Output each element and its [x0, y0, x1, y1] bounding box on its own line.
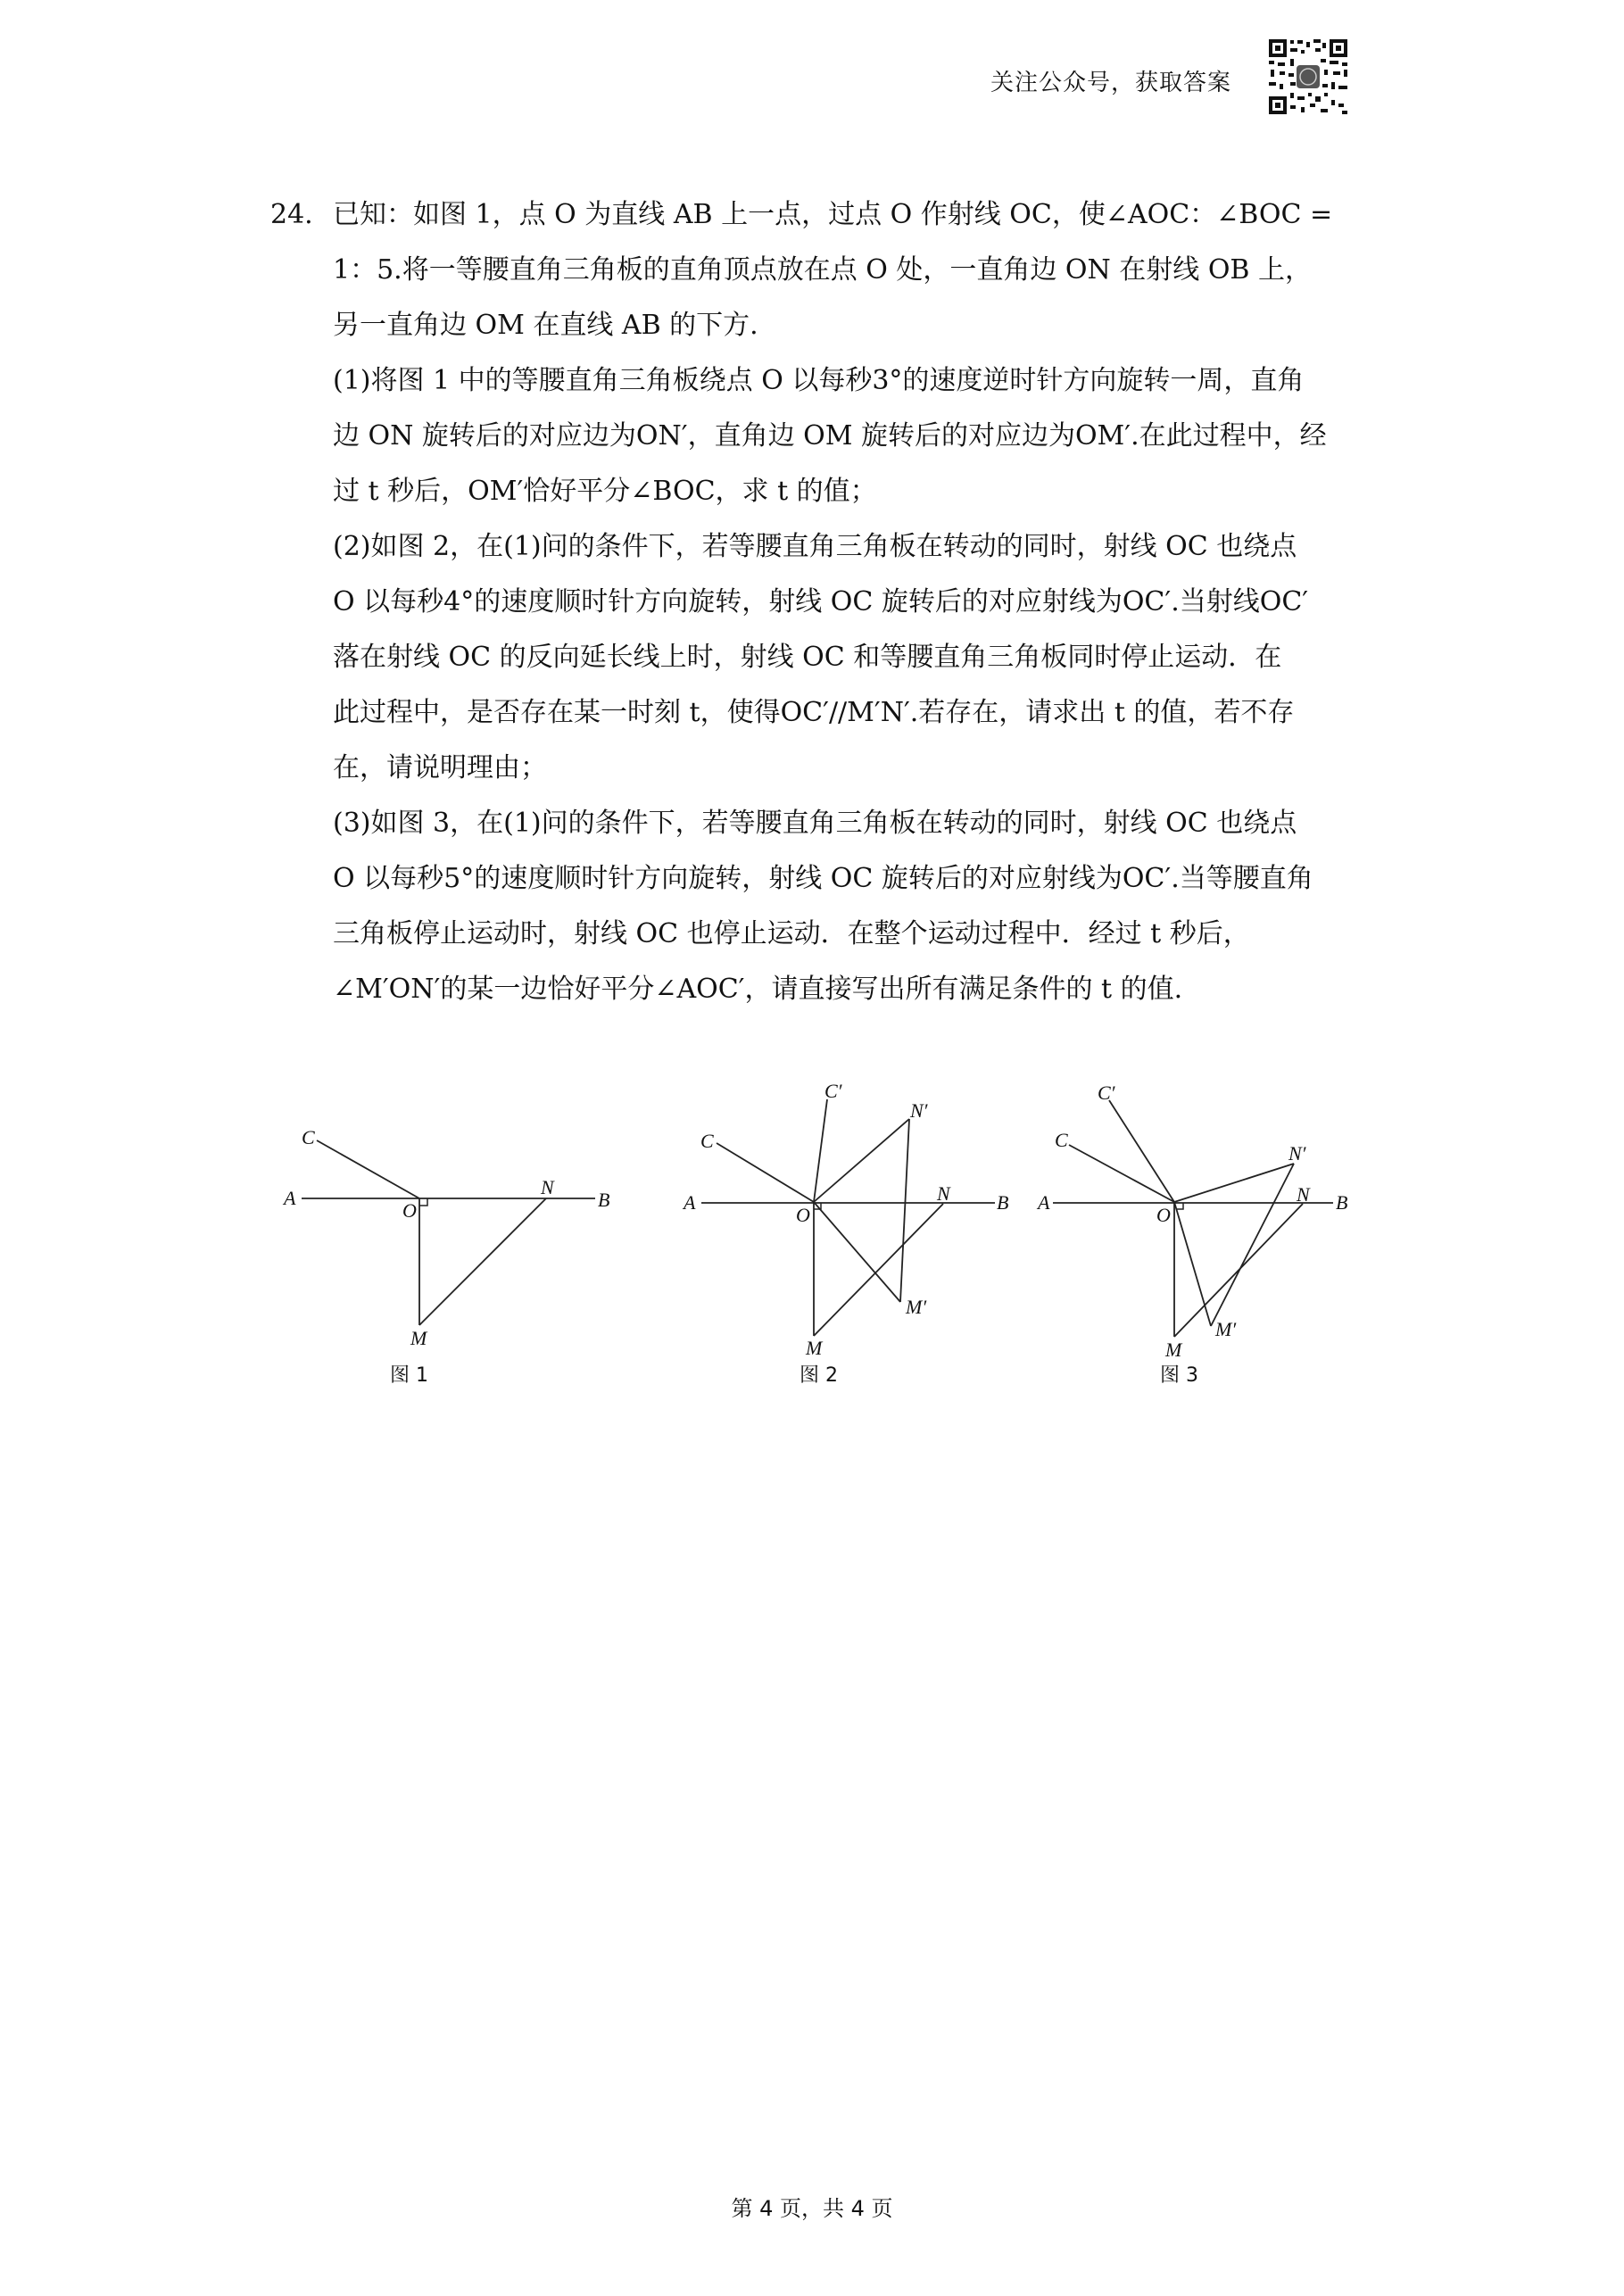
intro-line: 另一直角边 OM 在直线 AB 的下方. [333, 310, 758, 341]
part3-line: (3)如图 3，在(1)问的条件下，若等腰直角三角板在转动的同时，射线 OC 也绕点 [333, 808, 1297, 839]
fig2-label-b: B [997, 1191, 1009, 1214]
fig3-label-c: C [1055, 1129, 1068, 1151]
header-text: 关注公众号，获取答案 [990, 70, 1232, 96]
part2-line: 此过程中，是否存在某一时刻 t，使得OC′//M′N′.若存在，请求出 t 的值，若不存 [333, 697, 1295, 728]
part1-line: 过 t 秒后，OM′恰好平分∠BOC，求 t 的值； [333, 476, 877, 507]
fig2-label-c: C [700, 1130, 714, 1152]
part2-line: 在，请说明理由； [333, 752, 547, 783]
fig2-label-c-prime: C′ [824, 1080, 842, 1102]
fig3-label-m-prime: M′ [1215, 1318, 1237, 1340]
fig2-label-m: M [806, 1337, 823, 1359]
part2-line: O 以每秒4°的速度顺时针方向旋转，射线 OC 旋转后的对应射线为OC′.当射线OC′ [333, 586, 1309, 618]
fig3-label-m: M [1165, 1339, 1182, 1361]
intro-line: 已知：如图 1，点 O 为直线 AB 上一点，过点 O 作射线 OC，使∠AOC：∠BOC = [333, 199, 1333, 230]
fig1-label-n: N [541, 1176, 554, 1198]
fig2-label-n: N [937, 1182, 950, 1205]
fig1-label-c: C [302, 1126, 315, 1148]
fig2-label-m-prime: M′ [906, 1296, 927, 1318]
fig2-caption: 图 2 [800, 1364, 838, 1387]
part2-line: 落在射线 OC 的反向延长线上时，射线 OC 和等腰直角三角板同时停止运动．在 [333, 642, 1282, 673]
fig3-label-n: N [1297, 1183, 1310, 1206]
part3-line: ∠M′ON′的某一边恰好平分∠AOC′，请直接写出所有满足条件的 t 的值. [333, 974, 1183, 1005]
fig1-label-m: M [410, 1327, 427, 1349]
part3-line: 三角板停止运动时，射线 OC 也停止运动．在整个运动过程中．经过 t 秒后， [333, 918, 1250, 949]
qr-code-icon [1267, 37, 1349, 116]
figure-1 [302, 1140, 595, 1325]
part3-line: O 以每秒5°的速度顺时针方向旋转，射线 OC 旋转后的对应射线为OC′.当等腰直角 [333, 863, 1313, 894]
fig2-label-a: A [684, 1191, 696, 1214]
part1-line: (1)将图 1 中的等腰直角三角板绕点 O 以每秒3°的速度逆时针方向旋转一周，直角 [333, 365, 1305, 396]
fig3-caption: 图 3 [1160, 1364, 1198, 1387]
figure-3 [1053, 1100, 1333, 1337]
fig2-label-o: O [796, 1204, 810, 1226]
question-number: 24. [270, 199, 313, 230]
part1-line: 边 ON 旋转后的对应边为ON′，直角边 OM 旋转后的对应边为OM′.在此过程中，经 [333, 420, 1327, 452]
fig1-label-a: A [284, 1187, 296, 1209]
fig1-label-b: B [598, 1189, 610, 1211]
part2-line: (2)如图 2，在(1)问的条件下，若等腰直角三角板在转动的同时，射线 OC 也绕点 [333, 531, 1297, 562]
fig3-label-c-prime: C′ [1098, 1082, 1115, 1104]
fig3-label-n-prime: N′ [1288, 1142, 1306, 1165]
figure-2 [701, 1099, 995, 1336]
page-footer: 第 4 页，共 4 页 [731, 2196, 893, 2221]
fig3-label-o: O [1156, 1204, 1171, 1226]
fig2-label-n-prime: N′ [910, 1099, 928, 1122]
question-24 [270, 187, 1359, 1017]
intro-line: 1：5.将一等腰直角三角板的直角顶点放在点 O 处，一直角边 ON 在射线 OB 上， [333, 254, 1313, 286]
fig1-caption: 图 1 [390, 1364, 428, 1387]
fig1-label-o: O [402, 1199, 417, 1222]
fig3-label-b: B [1336, 1191, 1348, 1214]
fig3-label-a: A [1038, 1191, 1050, 1214]
